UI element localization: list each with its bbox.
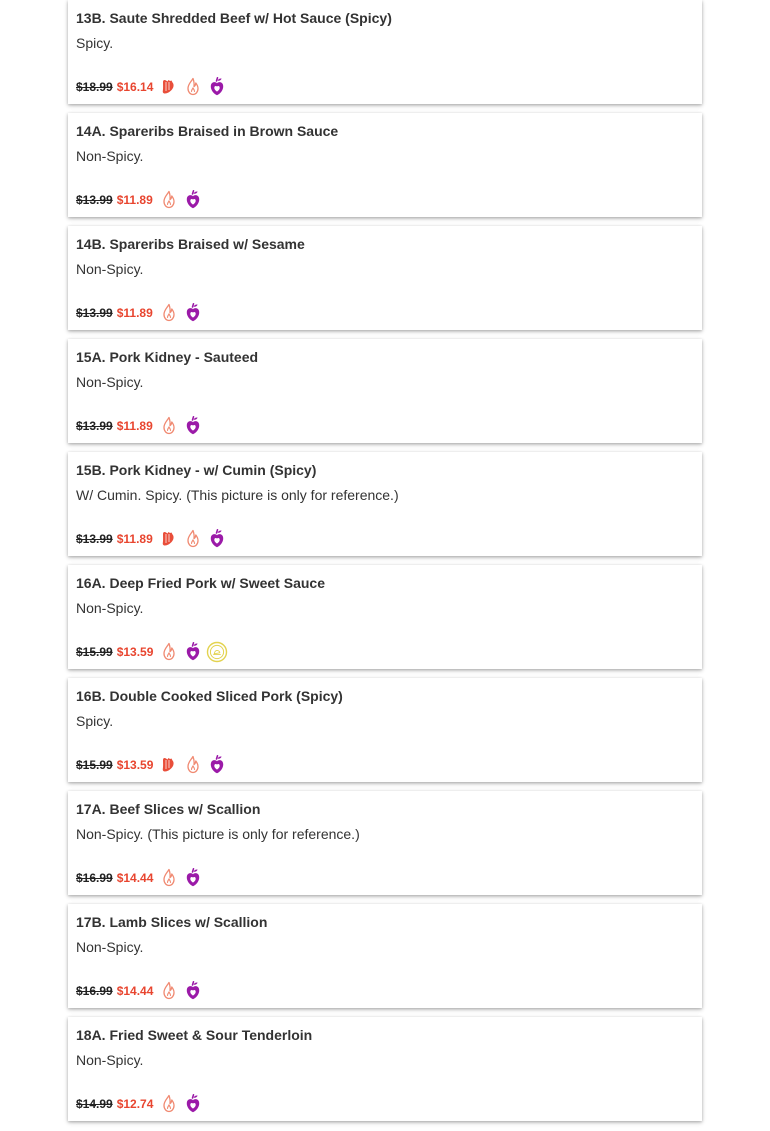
menu-item-card[interactable] <box>68 565 702 669</box>
original-price: $15.99 <box>76 758 113 772</box>
menu-item-card[interactable] <box>68 678 702 782</box>
heart-apple-icon <box>181 640 205 664</box>
menu-item-title: 16A. Deep Fried Pork w/ Sweet Sauce <box>76 575 325 591</box>
sale-price: $14.44 <box>116 984 154 998</box>
heart-apple-icon <box>205 527 229 551</box>
original-price: $16.99 <box>76 984 113 998</box>
heart-apple-icon <box>181 866 205 890</box>
dish-icons <box>157 301 205 325</box>
heart-apple-icon <box>181 301 205 325</box>
menu-item-title: 17B. Lamb Slices w/ Scallion <box>76 914 268 930</box>
menu-item-title: 18A. Fried Sweet & Sour Tenderloin <box>76 1027 313 1043</box>
menu-item-card[interactable] <box>68 339 702 443</box>
menu-item-title: 14A. Spareribs Braised in Brown Sauce <box>76 123 339 139</box>
menu-item-title: 14B. Spareribs Braised w/ Sesame <box>76 236 305 252</box>
sale-price: $11.89 <box>116 193 153 207</box>
sale-price: $11.89 <box>116 419 153 433</box>
sale-price: $14.44 <box>116 871 154 885</box>
sale-price: $13.59 <box>116 645 154 659</box>
menu-item-description: Spicy. <box>76 713 114 729</box>
menu-item-description: Non-Spicy. (This picture is only for reference.) <box>76 826 360 842</box>
special-badge-icon <box>205 640 229 664</box>
menu-item-description: Non-Spicy. <box>76 261 144 277</box>
sale-price: $11.89 <box>116 532 153 546</box>
flame-icon <box>157 866 181 890</box>
chili-pepper-icon <box>157 75 181 99</box>
sale-price: $11.89 <box>116 306 153 320</box>
heart-apple-icon <box>205 753 229 777</box>
dish-icons <box>157 75 229 99</box>
dish-icons <box>157 188 205 212</box>
price-row <box>76 640 229 664</box>
heart-apple-icon <box>181 1092 205 1116</box>
price-row <box>76 301 205 325</box>
flame-icon <box>157 188 181 212</box>
flame-icon <box>181 527 205 551</box>
flame-icon <box>157 414 181 438</box>
menu-item-description: Non-Spicy. <box>76 1052 144 1068</box>
original-price: $13.99 <box>76 532 113 546</box>
menu-item-title: 15A. Pork Kidney - Sauteed <box>76 349 259 365</box>
menu-item-description: W/ Cumin. Spicy. (This picture is only for reference.) <box>76 487 399 503</box>
original-price: $18.99 <box>76 80 113 94</box>
dish-icons <box>157 1092 205 1116</box>
price-row <box>76 188 205 212</box>
price-row <box>76 866 205 890</box>
original-price: $15.99 <box>76 645 113 659</box>
menu-item-description: Non-Spicy. <box>76 600 144 616</box>
dish-icons <box>157 866 205 890</box>
menu-item-title: 13B. Saute Shredded Beef w/ Hot Sauce (Spicy) <box>76 10 392 26</box>
menu-item-card[interactable] <box>68 452 702 556</box>
menu-item-description: Spicy. <box>76 35 114 51</box>
heart-apple-icon <box>181 414 205 438</box>
menu-item-title: 15B. Pork Kidney - w/ Cumin (Spicy) <box>76 462 317 478</box>
flame-icon <box>181 75 205 99</box>
menu-item-card[interactable] <box>68 226 702 330</box>
dish-icons <box>157 640 229 664</box>
flame-icon <box>157 979 181 1003</box>
price-row <box>76 414 205 438</box>
menu-item-card[interactable] <box>68 904 702 1008</box>
price-row <box>76 75 229 99</box>
price-row <box>76 753 229 777</box>
chili-pepper-icon <box>157 753 181 777</box>
dish-icons <box>157 753 229 777</box>
heart-apple-icon <box>181 979 205 1003</box>
sale-price: $16.14 <box>116 80 154 94</box>
sale-price: $13.59 <box>116 758 154 772</box>
menu-item-card[interactable] <box>68 113 702 217</box>
chili-pepper-icon <box>157 527 181 551</box>
sale-price: $12.74 <box>116 1097 154 1111</box>
menu-item-title: 16B. Double Cooked Sliced Pork (Spicy) <box>76 688 343 704</box>
menu-item-description: Non-Spicy. <box>76 374 144 390</box>
menu-item-description: Non-Spicy. <box>76 148 144 164</box>
heart-apple-icon <box>181 188 205 212</box>
flame-icon <box>181 753 205 777</box>
menu-item-description: Non-Spicy. <box>76 939 144 955</box>
price-row <box>76 979 205 1003</box>
flame-icon <box>157 1092 181 1116</box>
menu-item-card[interactable] <box>68 791 702 895</box>
price-row <box>76 1092 205 1116</box>
original-price: $14.99 <box>76 1097 113 1111</box>
menu-item-title: 17A. Beef Slices w/ Scallion <box>76 801 261 817</box>
menu-item-card[interactable] <box>68 1017 702 1121</box>
dish-icons <box>157 414 205 438</box>
flame-icon <box>157 640 181 664</box>
original-price: $16.99 <box>76 871 113 885</box>
original-price: $13.99 <box>76 419 113 433</box>
dish-icons <box>157 979 205 1003</box>
heart-apple-icon <box>205 75 229 99</box>
original-price: $13.99 <box>76 306 113 320</box>
price-row <box>76 527 229 551</box>
menu-item-card[interactable] <box>68 0 702 104</box>
flame-icon <box>157 301 181 325</box>
original-price: $13.99 <box>76 193 113 207</box>
dish-icons <box>157 527 229 551</box>
